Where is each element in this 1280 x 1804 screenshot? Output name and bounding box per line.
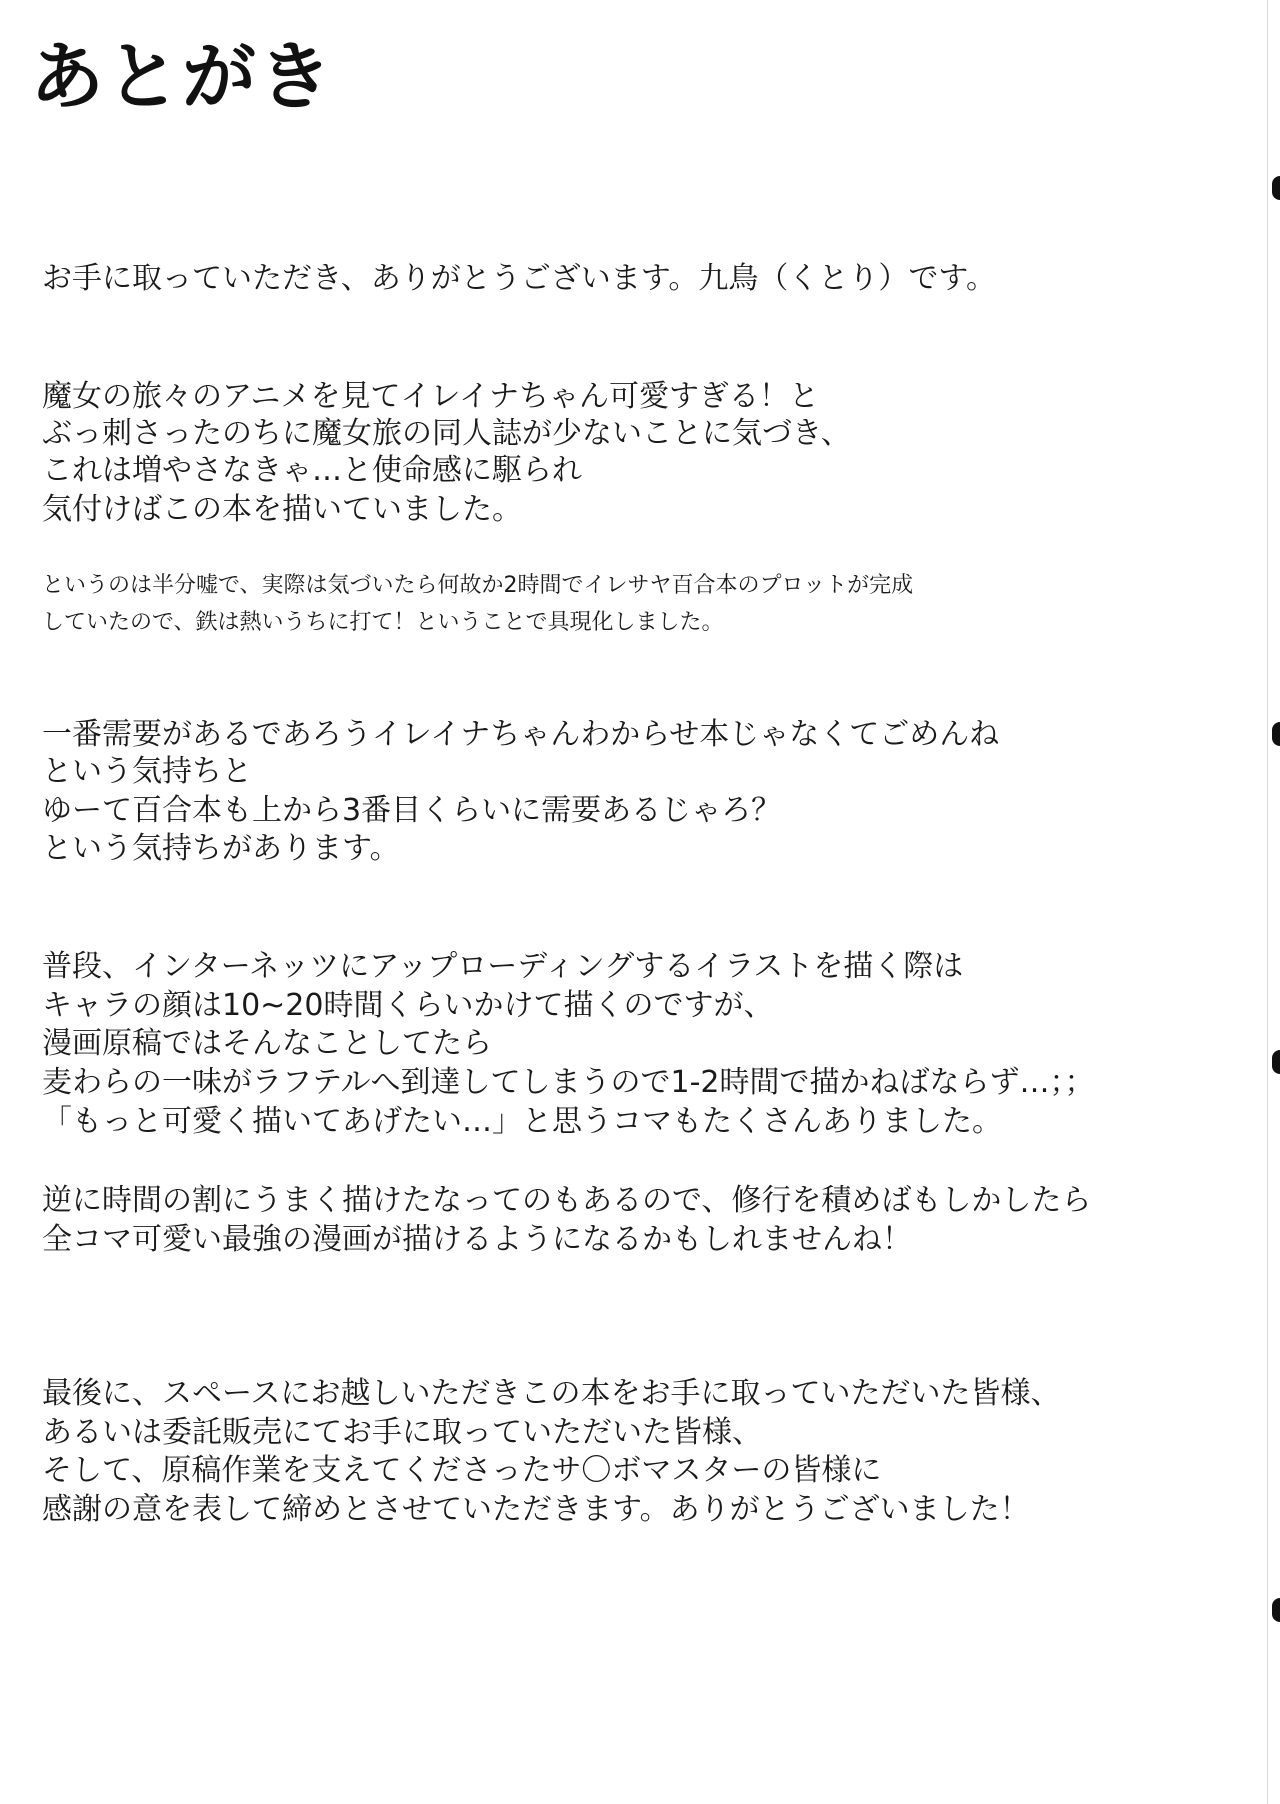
text-line: という気持ちと [42,754,252,789]
text-line: 全コマ可愛い最強の漫画が描けるようになるかもしれませんね！ [42,1222,912,1257]
text-line: そして、原稿作業を支えてくださったサ〇ボマスターの皆様に [42,1453,882,1488]
text-line: 気付けばこの本を描いていました。 [42,492,522,527]
text-line: あるいは委託販売にてお手に取っていただいた皆様、 [42,1415,762,1450]
text-line: 漫画原稿ではそんなことしてたら [42,1026,492,1061]
text-line: ぶっ刺さったのちに魔女旅の同人誌が少ないことに気づき、 [42,416,851,451]
text-line: ゆーて百合本も上から3番目くらいに需要あるじゃろ？ [42,793,782,828]
binding-mark [1272,722,1280,746]
aside-line: というのは半分嘘で、実際は気づいたら何故か2時間でイレサヤ百合本のプロットが完成 [42,573,914,598]
binding-mark [1272,1598,1280,1622]
text-line: 一番需要があるであろうイレイナちゃんわからせ本じゃなくてごめんね [42,717,1000,752]
binding-mark [1272,1050,1280,1074]
page-title: あとがき [30,34,334,120]
text-line: 麦わらの一味がラフテルへ到達してしまうので1-2時間で描かねばならず…；； [42,1065,1095,1100]
text-line: 最後に、スペースにお越しいただきこの本をお手に取っていただいた皆様、 [42,1376,1061,1411]
text-line: 「もっと可愛く描いてあげたい…」と思うコマもたくさんありました。 [42,1104,1002,1139]
text-line: 普段、インターネッツにアップローディングするイラストを描く際は [42,949,964,984]
text-line: これは増やさなきゃ…と使命感に駆られ [42,453,582,488]
binding-mark [1272,176,1280,200]
text-line: 逆に時間の割にうまく描けたなってのもあるので、修行を積めばもしかしたら [42,1183,1092,1218]
text-line: 魔女の旅々のアニメを見てイレイナちゃん可愛すぎる！と [42,379,819,414]
greeting-line: お手に取っていただき、ありがとうございます。九鳥（くとり）です。 [42,261,996,296]
aside-line: していたので、鉄は熱いうちに打て！ということで具現化しました。 [42,610,724,635]
closing-line: 感謝の意を表して締めとさせていただきます。ありがとうございました！ [42,1492,1030,1527]
page-edge-line [1267,0,1268,1804]
text-line: という気持ちがあります。 [42,831,400,866]
text-line: キャラの顔は10~20時間くらいかけて描くのですが、 [42,988,774,1023]
